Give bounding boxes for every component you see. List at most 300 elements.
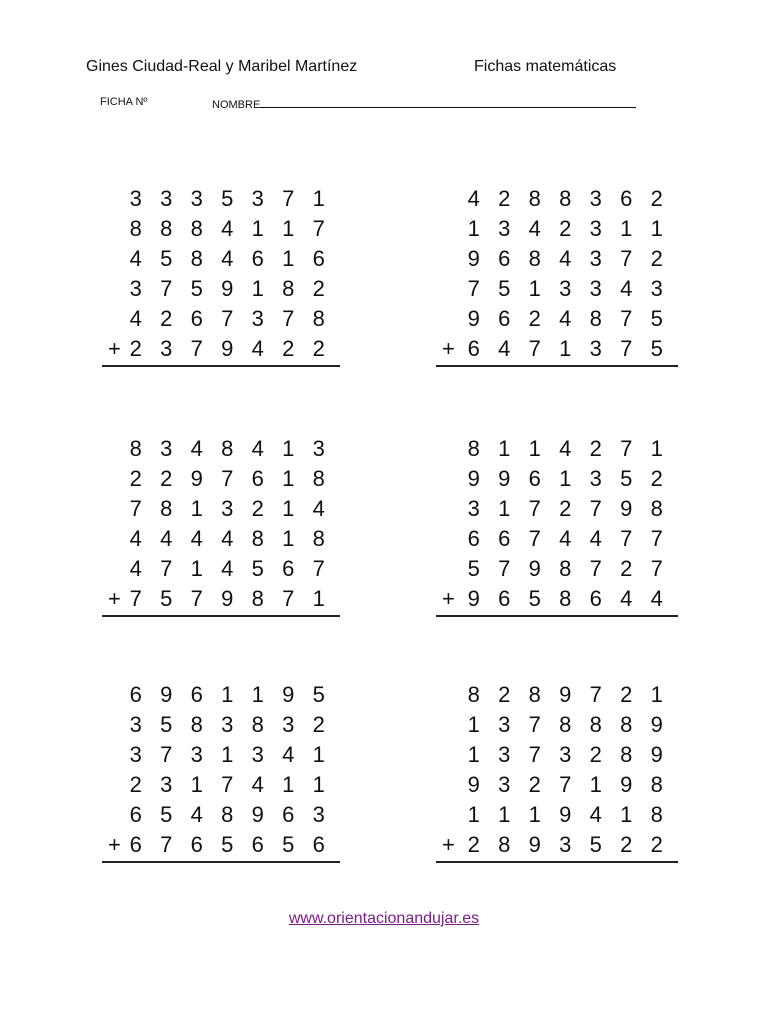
digit: 5 <box>650 336 663 361</box>
addition-problem <box>436 184 678 364</box>
addend-row <box>102 464 340 494</box>
digit: 2 <box>129 466 142 491</box>
digit: 7 <box>221 772 234 797</box>
digit: 3 <box>282 712 295 737</box>
digit: 3 <box>129 742 142 767</box>
digit: 8 <box>251 586 264 611</box>
footer-link[interactable]: www.orientacionandujar.es <box>288 910 480 927</box>
digit: 7 <box>620 336 633 361</box>
addend-number <box>121 680 335 710</box>
digit: 7 <box>589 682 602 707</box>
digit: 3 <box>498 772 511 797</box>
digit: 6 <box>282 556 295 581</box>
digit: 1 <box>528 436 541 461</box>
digit: 2 <box>312 336 325 361</box>
digit: 7 <box>589 496 602 521</box>
digit: 3 <box>221 496 234 521</box>
digit: 9 <box>650 742 663 767</box>
digit: 1 <box>467 216 480 241</box>
digit: 9 <box>221 586 234 611</box>
addend-number <box>459 680 673 710</box>
digit: 1 <box>467 742 480 767</box>
digit: 6 <box>467 526 480 551</box>
digit: 2 <box>620 682 633 707</box>
digit: 4 <box>129 556 142 581</box>
digit: 3 <box>589 216 602 241</box>
digit: 1 <box>282 216 295 241</box>
digit: 4 <box>190 436 203 461</box>
digit: 8 <box>312 306 325 331</box>
addend-number <box>121 800 335 830</box>
digit: 9 <box>620 772 633 797</box>
digit: 1 <box>498 496 511 521</box>
addend-row <box>102 304 340 334</box>
addend-number <box>121 184 335 214</box>
digit: 3 <box>160 186 173 211</box>
plus-sign: + <box>108 832 121 857</box>
digit: 8 <box>129 436 142 461</box>
sum-line <box>102 365 340 367</box>
digit: 3 <box>160 436 173 461</box>
digit: 4 <box>221 526 234 551</box>
addend-number <box>121 740 335 770</box>
digit: 9 <box>251 802 264 827</box>
digit: 3 <box>498 742 511 767</box>
addend-number <box>459 554 673 584</box>
digit: 7 <box>160 742 173 767</box>
digit: 7 <box>282 186 295 211</box>
digit: 8 <box>650 772 663 797</box>
digit: 8 <box>650 496 663 521</box>
addend-number <box>121 584 335 614</box>
digit: 5 <box>221 832 234 857</box>
digit: 8 <box>559 712 572 737</box>
digit: 7 <box>620 436 633 461</box>
digit: 2 <box>498 186 511 211</box>
sum-line <box>102 861 340 863</box>
digit: 9 <box>221 336 234 361</box>
digit: 4 <box>129 246 142 271</box>
digit: 3 <box>129 712 142 737</box>
digit: 9 <box>528 832 541 857</box>
digit: 2 <box>650 186 663 211</box>
digit: 7 <box>498 556 511 581</box>
digit: 8 <box>467 436 480 461</box>
digit: 8 <box>467 682 480 707</box>
addend-number <box>121 334 335 364</box>
digit: 3 <box>312 436 325 461</box>
digit: 2 <box>620 832 633 857</box>
digit: 2 <box>498 682 511 707</box>
digit: 4 <box>467 186 480 211</box>
digit: 9 <box>620 496 633 521</box>
digit: 2 <box>559 216 572 241</box>
addend-row <box>436 214 678 244</box>
addend-number <box>121 830 335 860</box>
addend-row <box>436 274 678 304</box>
addend-row <box>436 434 678 464</box>
addend-row <box>436 494 678 524</box>
digit: 6 <box>190 682 203 707</box>
digit: 2 <box>650 466 663 491</box>
digit: 3 <box>498 216 511 241</box>
digit: 4 <box>251 336 264 361</box>
digit: 1 <box>221 742 234 767</box>
digit: 5 <box>221 186 234 211</box>
digit: 6 <box>498 306 511 331</box>
digit: 1 <box>528 276 541 301</box>
digit: 5 <box>160 802 173 827</box>
digit: 3 <box>160 336 173 361</box>
digit: 3 <box>190 186 203 211</box>
addend-number <box>121 274 335 304</box>
digit: 4 <box>129 526 142 551</box>
digit: 7 <box>160 276 173 301</box>
addend-row <box>436 464 678 494</box>
sum-line <box>436 615 678 617</box>
digit: 1 <box>251 682 264 707</box>
digit: 3 <box>589 336 602 361</box>
digit: 1 <box>589 772 602 797</box>
digit: 8 <box>221 436 234 461</box>
addend-number <box>121 710 335 740</box>
digit: 8 <box>528 186 541 211</box>
digit: 5 <box>190 276 203 301</box>
digit: 3 <box>251 306 264 331</box>
digit: 3 <box>589 246 602 271</box>
digit: 6 <box>589 586 602 611</box>
digit: 4 <box>221 246 234 271</box>
digit: 8 <box>559 586 572 611</box>
digit: 2 <box>312 276 325 301</box>
addend-row-last <box>102 830 340 860</box>
digit: 3 <box>589 466 602 491</box>
addend-row <box>436 304 678 334</box>
addend-row-last <box>436 584 678 614</box>
digit: 1 <box>467 802 480 827</box>
digit: 3 <box>129 186 142 211</box>
nombre-label: NOMBRE <box>212 99 261 111</box>
digit: 5 <box>312 682 325 707</box>
addend-number <box>459 770 673 800</box>
digit: 7 <box>620 526 633 551</box>
digit: 8 <box>528 246 541 271</box>
addend-row <box>102 740 340 770</box>
digit: 4 <box>559 526 572 551</box>
digit: 7 <box>221 306 234 331</box>
digit: 9 <box>467 306 480 331</box>
digit: 8 <box>251 526 264 551</box>
digit: 6 <box>190 832 203 857</box>
digit: 1 <box>528 802 541 827</box>
addend-row <box>436 800 678 830</box>
digit: 7 <box>559 772 572 797</box>
digit: 6 <box>190 306 203 331</box>
digit: 2 <box>650 246 663 271</box>
digit: 9 <box>467 246 480 271</box>
digit: 5 <box>160 586 173 611</box>
digit: 7 <box>282 306 295 331</box>
addend-number <box>459 830 673 860</box>
digit: 3 <box>650 276 663 301</box>
digit: 1 <box>650 682 663 707</box>
addend-number <box>121 434 335 464</box>
addend-row <box>102 770 340 800</box>
digit: 5 <box>160 712 173 737</box>
digit: 7 <box>160 556 173 581</box>
digit: 9 <box>559 682 572 707</box>
addend-number <box>121 214 335 244</box>
digit: 1 <box>559 336 572 361</box>
digit: 2 <box>160 306 173 331</box>
digit: 1 <box>498 802 511 827</box>
addend-number <box>459 800 673 830</box>
digit: 2 <box>312 712 325 737</box>
digit: 7 <box>129 496 142 521</box>
addend-number <box>121 770 335 800</box>
digit: 9 <box>498 466 511 491</box>
addition-problem <box>436 434 678 614</box>
digit: 7 <box>312 556 325 581</box>
digit: 6 <box>129 802 142 827</box>
digit: 2 <box>251 496 264 521</box>
digit: 4 <box>589 526 602 551</box>
addend-row <box>436 184 678 214</box>
digit: 6 <box>498 586 511 611</box>
addend-number <box>459 434 673 464</box>
addend-number <box>459 304 673 334</box>
digit: 1 <box>498 436 511 461</box>
addend-row <box>436 680 678 710</box>
digit: 8 <box>589 712 602 737</box>
addend-row <box>102 244 340 274</box>
digit: 8 <box>589 306 602 331</box>
digit: 9 <box>190 466 203 491</box>
digit: 9 <box>650 712 663 737</box>
addend-number <box>121 244 335 274</box>
digit: 2 <box>589 742 602 767</box>
digit: 7 <box>221 466 234 491</box>
digit: 1 <box>282 466 295 491</box>
digit: 1 <box>221 682 234 707</box>
digit: 2 <box>129 772 142 797</box>
addend-row <box>436 770 678 800</box>
digit: 8 <box>160 496 173 521</box>
digit: 6 <box>251 832 264 857</box>
digit: 7 <box>528 526 541 551</box>
digit: 8 <box>620 712 633 737</box>
addend-row <box>102 214 340 244</box>
digit: 3 <box>467 496 480 521</box>
digit: 1 <box>282 772 295 797</box>
digit: 8 <box>282 276 295 301</box>
digit: 8 <box>221 802 234 827</box>
addend-row <box>102 554 340 584</box>
digit: 1 <box>251 276 264 301</box>
digit: 7 <box>620 306 633 331</box>
digit: 6 <box>528 466 541 491</box>
addend-row-last <box>102 584 340 614</box>
digit: 5 <box>282 832 295 857</box>
digit: 4 <box>190 802 203 827</box>
digit: 4 <box>589 802 602 827</box>
digit: 7 <box>467 276 480 301</box>
digit: 8 <box>160 216 173 241</box>
digit: 5 <box>251 556 264 581</box>
digit: 9 <box>528 556 541 581</box>
digit: 9 <box>559 802 572 827</box>
digit: 6 <box>498 246 511 271</box>
digit: 6 <box>129 832 142 857</box>
sum-line <box>102 615 340 617</box>
digit: 7 <box>129 586 142 611</box>
addend-row <box>436 244 678 274</box>
digit: 3 <box>312 802 325 827</box>
digit: 6 <box>251 466 264 491</box>
digit: 1 <box>190 772 203 797</box>
addend-row <box>436 524 678 554</box>
digit: 7 <box>190 586 203 611</box>
addition-problem <box>102 184 340 364</box>
digit: 1 <box>620 216 633 241</box>
sum-line <box>436 861 678 863</box>
addend-row <box>102 710 340 740</box>
digit: 9 <box>160 682 173 707</box>
digit: 1 <box>559 466 572 491</box>
nombre-field <box>212 96 636 111</box>
digit: 4 <box>190 526 203 551</box>
digit: 7 <box>312 216 325 241</box>
digit: 8 <box>312 466 325 491</box>
addend-number <box>459 464 673 494</box>
digit: 2 <box>160 466 173 491</box>
digit: 9 <box>221 276 234 301</box>
plus-sign: + <box>108 586 121 611</box>
digit: 8 <box>498 832 511 857</box>
digit: 4 <box>559 306 572 331</box>
worksheet-title: Fichas matemáticas <box>474 58 617 75</box>
digit: 3 <box>129 276 142 301</box>
digit: 3 <box>190 742 203 767</box>
digit: 3 <box>160 772 173 797</box>
addend-number <box>459 334 673 364</box>
digit: 2 <box>559 496 572 521</box>
digit: 3 <box>498 712 511 737</box>
digit: 1 <box>467 712 480 737</box>
sum-line <box>436 365 678 367</box>
digit: 1 <box>282 496 295 521</box>
digit: 2 <box>467 832 480 857</box>
addend-number <box>459 740 673 770</box>
digit: 1 <box>251 216 264 241</box>
addend-row-last <box>102 334 340 364</box>
digit: 9 <box>467 586 480 611</box>
digit: 9 <box>467 772 480 797</box>
addend-number <box>121 524 335 554</box>
digit: 8 <box>190 216 203 241</box>
digit: 3 <box>251 742 264 767</box>
addend-row <box>102 800 340 830</box>
digit: 4 <box>251 436 264 461</box>
addend-row <box>102 274 340 304</box>
digit: 1 <box>282 526 295 551</box>
addend-row <box>102 524 340 554</box>
digit: 6 <box>251 246 264 271</box>
digit: 8 <box>129 216 142 241</box>
digit: 3 <box>589 186 602 211</box>
digit: 7 <box>650 556 663 581</box>
addend-number <box>459 710 673 740</box>
digit: 8 <box>190 246 203 271</box>
digit: 3 <box>559 832 572 857</box>
digit: 7 <box>620 246 633 271</box>
addend-number <box>121 464 335 494</box>
addend-row <box>102 184 340 214</box>
addend-number <box>459 244 673 274</box>
digit: 7 <box>528 712 541 737</box>
digit: 4 <box>221 216 234 241</box>
digit: 4 <box>559 436 572 461</box>
digit: 2 <box>129 336 142 361</box>
digit: 1 <box>312 742 325 767</box>
digit: 7 <box>190 336 203 361</box>
digit: 2 <box>589 436 602 461</box>
addition-problem <box>436 680 678 860</box>
digit: 2 <box>528 306 541 331</box>
digit: 2 <box>650 832 663 857</box>
digit: 4 <box>251 772 264 797</box>
digit: 4 <box>312 496 325 521</box>
digit: 1 <box>312 586 325 611</box>
plus-sign: + <box>442 336 455 361</box>
digit: 4 <box>650 586 663 611</box>
digit: 7 <box>282 586 295 611</box>
digit: 7 <box>528 496 541 521</box>
digit: 2 <box>620 556 633 581</box>
digit: 4 <box>620 586 633 611</box>
digit: 8 <box>251 712 264 737</box>
digit: 1 <box>190 556 203 581</box>
digit: 8 <box>559 556 572 581</box>
digit: 1 <box>312 772 325 797</box>
addition-problem <box>102 434 340 614</box>
digit: 3 <box>251 186 264 211</box>
digit: 6 <box>129 682 142 707</box>
digit: 1 <box>650 436 663 461</box>
digit: 1 <box>650 216 663 241</box>
digit: 8 <box>190 712 203 737</box>
digit: 6 <box>312 246 325 271</box>
digit: 4 <box>498 336 511 361</box>
digit: 1 <box>620 802 633 827</box>
digit: 6 <box>498 526 511 551</box>
addend-number <box>459 214 673 244</box>
digit: 4 <box>160 526 173 551</box>
digit: 6 <box>282 802 295 827</box>
addend-row <box>102 680 340 710</box>
digit: 3 <box>589 276 602 301</box>
digit: 7 <box>528 336 541 361</box>
addend-row <box>436 740 678 770</box>
addend-number <box>459 184 673 214</box>
digit: 4 <box>528 216 541 241</box>
digit: 5 <box>589 832 602 857</box>
digit: 3 <box>221 712 234 737</box>
addend-row <box>102 434 340 464</box>
digit: 4 <box>129 306 142 331</box>
addend-row-last <box>436 830 678 860</box>
digit: 5 <box>620 466 633 491</box>
